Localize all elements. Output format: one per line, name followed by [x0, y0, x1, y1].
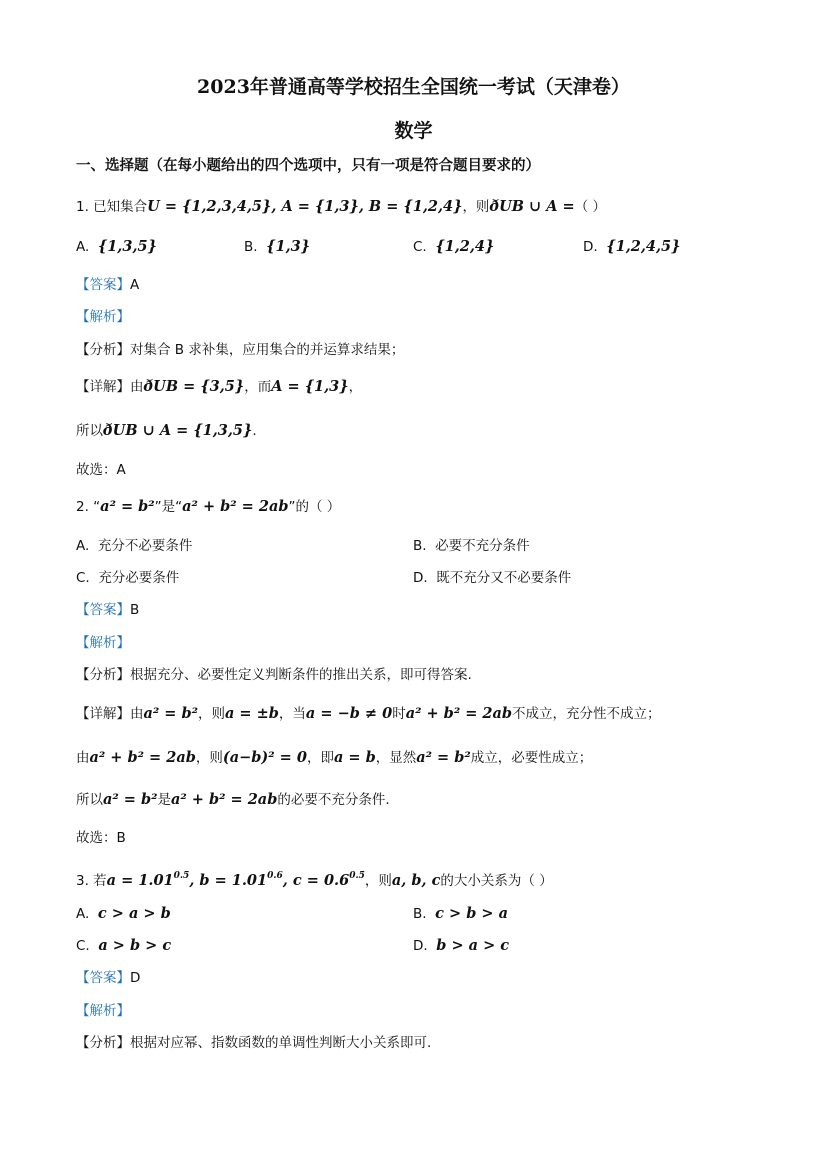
- q1-option-a: [76, 237, 157, 257]
- exponent: 0.5: [173, 871, 190, 881]
- q2-option-d: [413, 568, 571, 588]
- q3-analysis-header: [76, 1001, 130, 1021]
- option-label: B.: [413, 538, 427, 554]
- text: 由: [130, 706, 144, 722]
- math: a = b: [333, 749, 376, 766]
- q2-analysis-header: [76, 633, 130, 653]
- math: , b = 1.01: [189, 872, 268, 889]
- text: ，当: [278, 706, 306, 722]
- option-value: {1,3}: [266, 238, 311, 255]
- option-label: B.: [244, 239, 258, 255]
- section-heading: 一、选择题（在每小题给出的四个选项中，只有一项是符合题目要求的）: [76, 158, 540, 174]
- answer-tag: 【答案】: [76, 277, 130, 293]
- text: ，显然: [375, 750, 417, 766]
- text: 2. “: [76, 499, 101, 515]
- option-label: A.: [76, 239, 90, 255]
- option-label: D.: [583, 239, 598, 255]
- q2-option-b: [413, 536, 530, 556]
- option-value: 充分不必要条件: [97, 538, 193, 554]
- math: (a−b)² = 0: [222, 749, 307, 766]
- text: 是: [157, 792, 171, 808]
- math: a² + b² = 2ab: [170, 791, 278, 808]
- q3-analysis: [76, 1033, 431, 1053]
- q3-option-c: [76, 936, 171, 956]
- option-value: {1,3,5}: [97, 238, 157, 255]
- text: ，则: [197, 706, 225, 722]
- q3-stem: [76, 866, 553, 891]
- q3-option-a: [76, 904, 171, 924]
- math: a = 1.01: [106, 872, 174, 889]
- q3-option-d: [413, 936, 509, 956]
- math: a² + b² = 2ab: [182, 498, 289, 515]
- math: a² + b² = 2ab: [405, 705, 513, 722]
- q2-option-a: [76, 536, 192, 556]
- analysis-text: 根据充分、必要性定义判断条件的推出关系，即可得答案.: [130, 667, 472, 683]
- math: a² = b²: [103, 791, 158, 808]
- analysis-header-tag: 【解析】: [76, 635, 130, 651]
- option-value: 必要不充分条件: [435, 538, 530, 554]
- answer-value: D: [130, 970, 141, 986]
- option-label: B.: [413, 906, 427, 922]
- text: 的必要不充分条件.: [277, 792, 390, 808]
- q2-answer: [76, 600, 139, 620]
- option-label: C.: [413, 239, 427, 255]
- math: ðUB = {3,5}: [143, 378, 245, 395]
- analysis-text: 根据对应幂、指数函数的单调性判断大小关系即可.: [130, 1035, 432, 1051]
- text: 由: [76, 750, 90, 766]
- q1-analysis: [76, 340, 404, 360]
- option-value: {1,2,4}: [435, 238, 495, 255]
- q1-stem: [76, 197, 606, 217]
- text: 不成立，充分性不成立；: [512, 706, 661, 722]
- q2-choose: 故选：B: [76, 830, 126, 846]
- math: a² = b²: [143, 705, 198, 722]
- q2-detail-2: [76, 748, 592, 768]
- answer-value: A: [130, 277, 140, 293]
- math: a² = b²: [100, 498, 155, 515]
- math: A = {1,3}: [271, 378, 349, 395]
- math: a² + b² = 2ab: [89, 749, 196, 766]
- q2-analysis: [76, 665, 472, 685]
- exponent: 0.6: [267, 871, 283, 881]
- analysis-header-tag: 【解析】: [76, 309, 130, 325]
- math: , c = 0.6: [282, 872, 350, 889]
- option-label: D.: [413, 570, 428, 586]
- q3-option-b: [413, 904, 508, 924]
- analysis-tag: 【分析】: [76, 342, 130, 358]
- exam-subject: 数学: [394, 120, 433, 142]
- answer-tag: 【答案】: [76, 970, 130, 986]
- text: ”是“: [154, 499, 183, 515]
- option-value: 既不充分又不必要条件: [436, 570, 572, 586]
- q1-stem-math: U = {1,2,3,4,5}, A = {1,3}, B = {1,2,4}: [147, 198, 463, 215]
- q1-analysis-header: [76, 307, 130, 327]
- option-label: A.: [76, 906, 90, 922]
- text: 所以: [76, 792, 103, 808]
- text: ，: [348, 379, 363, 395]
- analysis-tag: 【分析】: [76, 667, 130, 683]
- text: ，则: [195, 750, 223, 766]
- text: 所以: [76, 423, 103, 439]
- q1-choose: 故选：A: [76, 462, 126, 478]
- q2-detail-3: [76, 790, 390, 810]
- answer-value: B: [130, 602, 140, 618]
- q1-detail: [76, 377, 362, 397]
- math: a = −b ≠ 0: [305, 705, 393, 722]
- option-value: c > a > b: [97, 905, 171, 922]
- text: 由: [130, 379, 144, 395]
- text: ”的（ ）: [288, 499, 341, 515]
- text: 时: [392, 706, 406, 722]
- exam-title: 2023年普通高等学校招生全国统一考试（天津卷）: [197, 76, 630, 98]
- text: 的大小关系为（ ）: [440, 873, 553, 889]
- text: 3. 若: [76, 873, 107, 889]
- exponent: 0.5: [349, 871, 365, 881]
- text: .: [252, 423, 257, 439]
- option-label: C.: [76, 570, 90, 586]
- analysis-header-tag: 【解析】: [76, 1003, 130, 1019]
- text: ，即: [306, 750, 334, 766]
- q1-option-d: [583, 237, 680, 257]
- option-value: b > a > c: [436, 937, 510, 954]
- q1-stem-mid: ，则: [462, 199, 490, 215]
- analysis-tag: 【分析】: [76, 1035, 130, 1051]
- option-value: {1,2,4,5}: [606, 238, 681, 255]
- text: 成立，必要性成立；: [470, 750, 593, 766]
- q2-detail-1: [76, 704, 661, 724]
- option-value: a > b > c: [98, 937, 172, 954]
- q1-stem-prefix: 1. 已知集合: [76, 199, 148, 215]
- detail-tag: 【详解】: [76, 706, 130, 722]
- math: a = ±b: [224, 705, 279, 722]
- math: ðUB ∪ A = {1,3,5}: [103, 422, 253, 439]
- text: ，而: [244, 379, 272, 395]
- answer-tag: 【答案】: [76, 602, 130, 618]
- option-label: A.: [76, 538, 90, 554]
- option-label: D.: [413, 938, 428, 954]
- q1-stem-math2: ðUB ∪ A =: [489, 198, 575, 215]
- option-value: 充分必要条件: [98, 570, 180, 586]
- q2-stem: [76, 497, 340, 517]
- math: a, b, c: [391, 872, 441, 889]
- q1-option-b: [244, 237, 310, 257]
- detail-tag: 【详解】: [76, 379, 130, 395]
- analysis-text: 对集合 B 求补集，应用集合的并运算求结果；: [130, 342, 405, 358]
- math: a² = b²: [416, 749, 471, 766]
- q1-answer: [76, 275, 139, 295]
- q1-conclusion: [76, 421, 257, 441]
- option-label: C.: [76, 938, 90, 954]
- text: ，则: [364, 873, 392, 889]
- q1-option-c: [413, 237, 494, 257]
- q2-option-c: [76, 568, 179, 588]
- q3-answer: [76, 968, 140, 988]
- option-value: c > b > a: [435, 905, 509, 922]
- q1-stem-end: （ ）: [574, 199, 606, 215]
